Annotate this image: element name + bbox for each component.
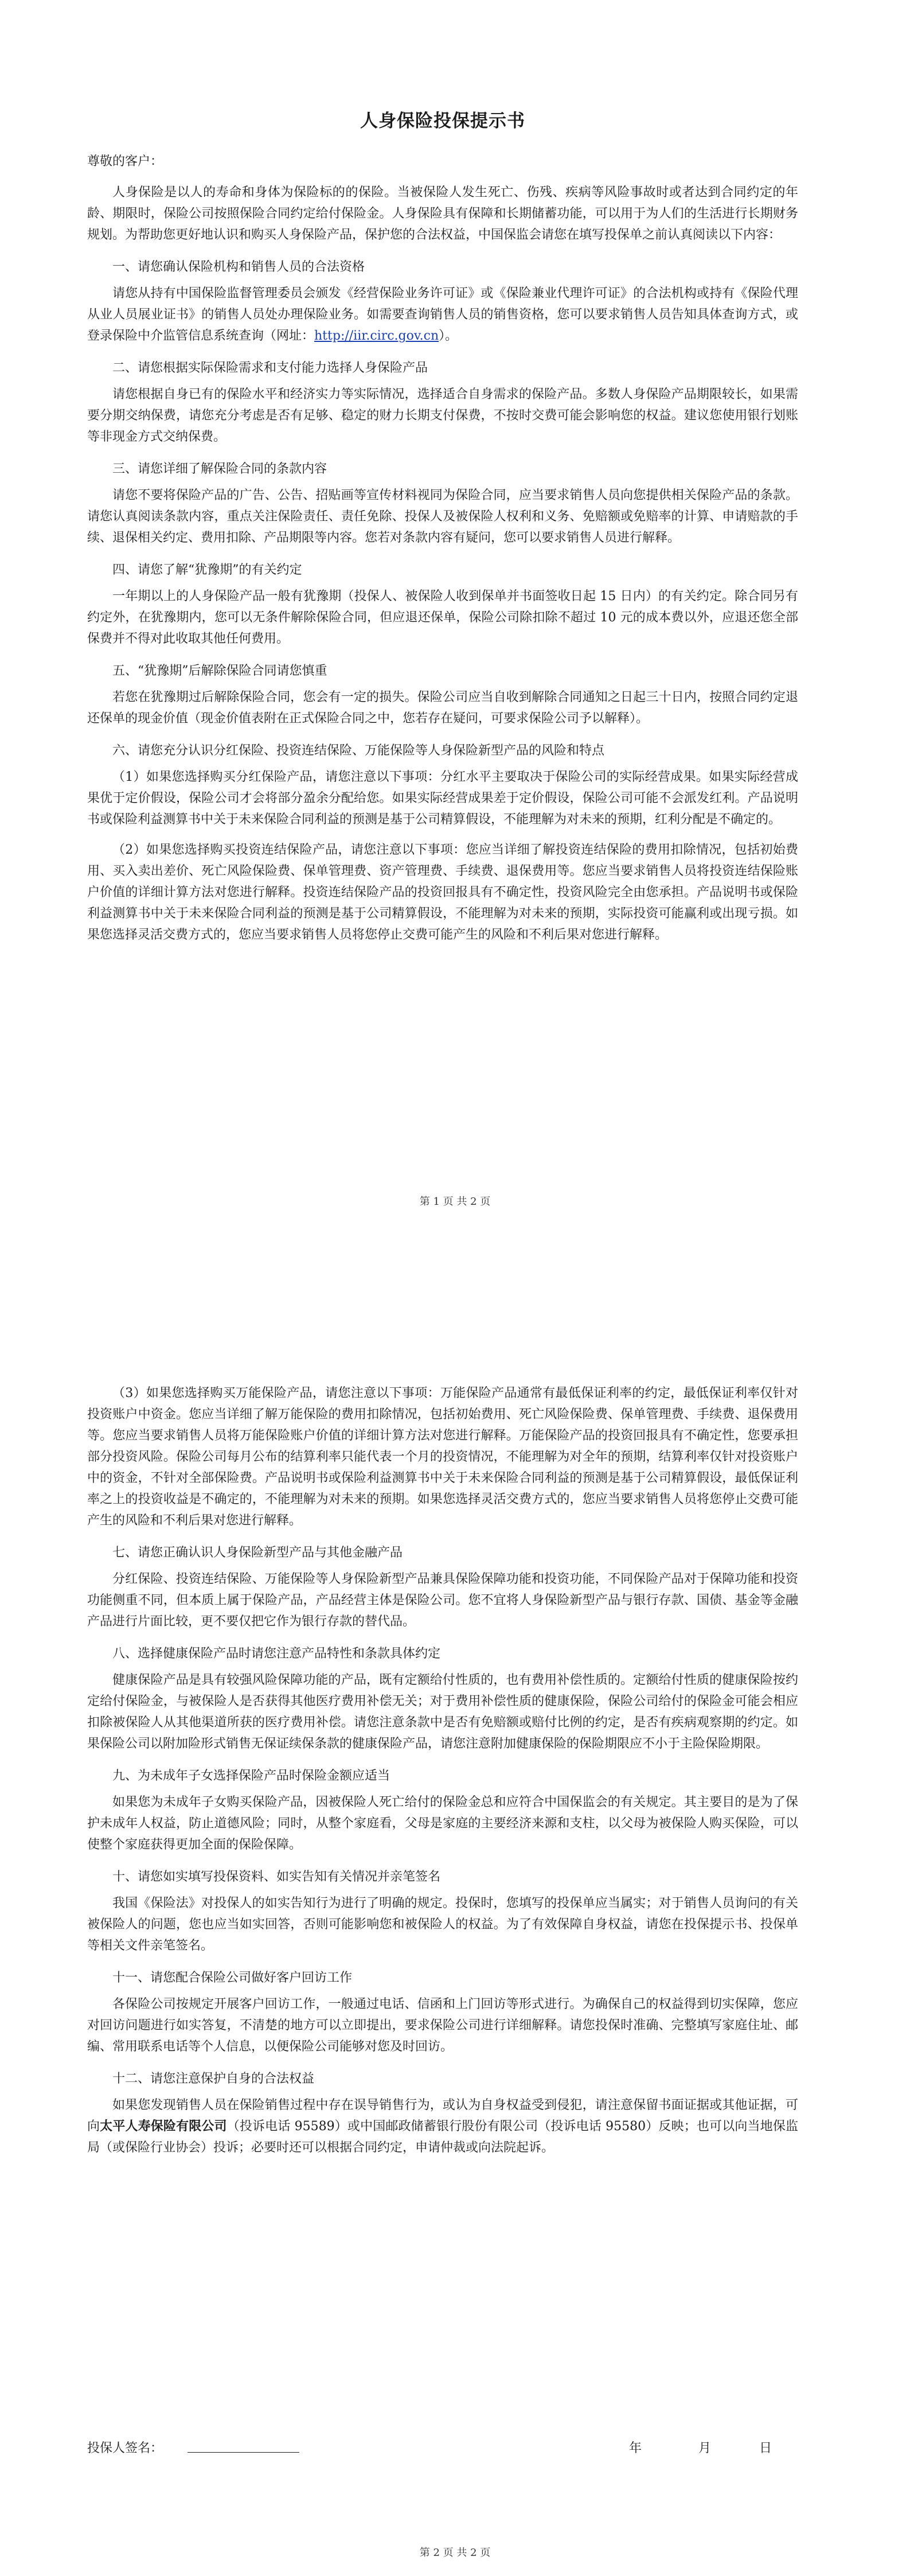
date-month-label: 月 — [698, 2441, 712, 2456]
section-2-heading: 二、请您根据实际保险需求和支付能力选择人身保险产品 — [112, 361, 428, 375]
section-4-heading: 四、请您了解“犹豫期”的有关约定 — [112, 563, 302, 577]
page-one-content — [87, 106, 798, 955]
section-5-body: 若您在犹豫期过后解除保险合同，您会有一定的损失。保险公司应当自收到解除合同通知之日起三十日内，按照合同约定退还保单的现金价值（现金价值表附在正式保险合同之中，您若存在疑问，可要求保险公司予以解释）。 — [87, 690, 798, 726]
section-6-investment-linked-paragraph: （2）如果您选择购买投资连结保险产品，请您注意以下事项：您应当详细了解投资连结保险的费用扣除情况，包括初始费用、买入卖出差价、死亡风险保险费、保单管理费、资产管理费、手续费、退保费用等。您应当要求销售人员将投资连结保险账户价值的详细计算方法对您进行解释。投资连结保险产品的投资回报具有不确定性，投资风险完全由您承担。产品说明书或保险利益测算书中关于未来保险合同利益的预测是基于公司精算假设，不能理解为对未来的预期，实际投资可能赢利或出现亏损。如果您选择灵活交费方式的，您应当要求销售人员将您停止交费可能产生的风险和不利后果对您进行解释。 — [87, 843, 798, 942]
section-3-heading: 三、请您详细了解保险合同的条款内容 — [112, 462, 327, 476]
date-day-label: 日 — [759, 2441, 772, 2456]
section-3-body: 请您不要将保险产品的广告、公告、招贴画等宣传材料视同为保险合同，应当要求销售人员向您提供相关保险产品的条款。请您认真阅读条款内容，重点关注保险责任、责任免除、投保人及被保险人权利和义务、免赔额或免赔率的计算、申请赔款的手续、退保相关约定、费用扣除、产品期限等内容。您若对条款内容有疑问，您可以要求销售人员进行解释。 — [87, 488, 798, 545]
section-8-body: 健康保险产品是具有较强风险保障功能的产品，既有定额给付性质的，也有费用补偿性质的。定额给付性质的健康保险按约定给付保险金，与被保险人是否获得其他医疗费用补偿无关；对于费用补偿性质的健康保险，保险公司给付的保险金可能会相应扣除被保险人从其他渠道所获的医疗费用补偿。请您注意条款中是否有免赔额或赔付比例的约定，是否有疾病观察期的约定。如果保险公司以附加险形式销售无保证续保条款的健康保险产品，请您注意附加健康保险的保险期限应不小于主险保险期限。 — [87, 1673, 798, 1751]
signature-line[interactable] — [188, 2452, 299, 2453]
insurer-name: 太平人寿保险有限公司 — [100, 2119, 227, 2134]
section-2-body: 请您根据自身已有的保险水平和经济实力等实际情况，选择适合自身需求的保险产品。多数人身保险产品期限较长，如果需要分期交纳保费，请您充分考虑是否有足够、稳定的财力长期支付保费，不按时交费可能会影响您的权益。建议您使用银行划账等非现金方式交纳保费。 — [87, 387, 798, 444]
section-10-body: 我国《保险法》对投保人的如实告知行为进行了明确的规定。投保时，您填写的投保单应当属实；对于销售人员询问的有关被保险人的问题，您也应当如实回答，否则可能影响您和被保险人的权益。为了有效保障自身权益，请您在投保提示书、投保单等相关文件亲笔签名。 — [87, 1896, 798, 1953]
section-1-body — [87, 283, 798, 347]
signature-label: 投保人签名： — [87, 2441, 163, 2456]
section-9-heading: 九、为未成年子女选择保险产品时保险金额应适当 — [112, 1769, 390, 1783]
regulator-website-link[interactable]: http://iir.circ.gov.cn — [314, 329, 439, 343]
section-8-heading: 八、选择健康保险产品时请您注意产品特性和条款具体约定 — [112, 1647, 441, 1661]
section-12-heading: 十二、请您注意保护自身的合法权益 — [112, 2072, 315, 2086]
intro-paragraph: 人身保险是以人的寿命和身体为保险标的的保险。当被保险人发生死亡、伤残、疾病等风险事故时或者达到合同约定的年龄、期限时，保险公司按照保险合同约定给付保险金。人身保险具有保障和长期储蓄功能，可以用于为人们的生活进行长期财务规划。为帮助您更好地认识和购买人身保险产品，保护您的合法权益，中国保监会请您在填写投保单之前认真阅读以下内容： — [87, 185, 798, 242]
section-10-heading: 十、请您如实填写投保资料、如实告知有关情况并亲笔签名 — [112, 1870, 441, 1884]
page-two-content — [87, 1383, 798, 2168]
page-two-footer: 第 2 页 共 2 页 — [419, 2547, 491, 2559]
page-one-footer: 第 1 页 共 2 页 — [419, 1196, 491, 1208]
section-6-heading: 六、请您充分认识分红保险、投资连结保险、万能保险等人身保险新型产品的风险和特点 — [112, 744, 605, 758]
section-5-heading: 五、“犹豫期”后解除保险合同请您慎重 — [112, 664, 327, 678]
section-1-heading: 一、请您确认保险机构和销售人员的合法资格 — [112, 260, 365, 274]
date-year-label: 年 — [629, 2441, 642, 2456]
section-11-body: 各保险公司按规定开展客户回访工作，一般通过电话、信函和上门回访等形式进行。为确保自己的权益得到切实保障，您应对回访问题进行如实答复，不清楚的地方可以立即提出，要求保险公司进行详细解释。请您投保时准确、完整填写家庭住址、邮编、常用联系电话等个人信息，以便保险公司能够对您及时回访。 — [87, 1997, 798, 2054]
section-1-text-end: ）。 — [439, 329, 458, 343]
section-12-text: 如果您发现销售人员在保险销售过程中存在误导销售行为，或认为自身权益受到侵犯，请注意保留书面证据或其他证据，可向 — [87, 2098, 798, 2134]
document-title: 人身保险投保提示书 — [360, 111, 525, 131]
page-one — [0, 0, 910, 1233]
section-4-body: 一年期以上的人身保险产品一般有犹豫期（投保人、被保险人收到保单并书面签收日起 15 日内）的有关约定。除合同另有约定外，在犹豫期内，您可以无条件解除保险合同，但应退还保单，保险公司除扣除不超过 10 元的成本费以外，应退还您全部保费并不得对此收取其他任何费用。 — [87, 589, 798, 646]
greeting: 尊敬的客户： — [87, 154, 163, 169]
section-6-participating-paragraph: （1）如果您选择购买分红保险产品，请您注意以下事项：分红水平主要取决于保险公司的实际经营成果。如果实际经营成果优于定价假设，保险公司才会将部分盈余分配给您。如果实际经营成果差于定价假设，保险公司可能不会派发红利。产品说明书或保险利益测算书中关于未来保险合同利益的预测是基于公司精算假设，不能理解为对未来的预期，红利分配是不确定的。 — [87, 770, 798, 827]
section-6-universal-paragraph: （3）如果您选择购买万能保险产品，请您注意以下事项：万能保险产品通常有最低保证利率的约定，最低保证利率仅针对投资账户中资金。您应当详细了解万能保险的费用扣除情况，包括初始费用、死亡风险保险费、保单管理费、手续费、退保费用等。您应当要求销售人员将万能保险账户价值的详细计算方法对您进行解释。万能保险产品的投资回报具有不确定性，您要承担部分投资风险。保险公司每月公布的结算利率只能代表一个月的投资情况，不能理解为对全年的预期，结算利率仅针对投资账户中的资金，不针对全部保险费。产品说明书或保险利益测算书中关于未来保险合同利益的预测是基于公司精算假设，最低保证利率之上的投资收益是不确定的，不能理解为对未来的预期。如果您选择灵活交费方式的，您应当要求销售人员将您停止交费可能产生的风险和不利后果对您进行解释。 — [87, 1386, 798, 1528]
section-1-text: 请您从持有中国保险监督管理委员会颁发《经营保险业务许可证》或《保险兼业代理许可证》的合法机构或持有《保险代理从业人员展业证书》的销售人员处办理保险业务。如需要查询销售人员的销售资格，您可以要求销售人员告知具体查询方式，或登录保险中介监管信息系统查询（网址： — [87, 286, 798, 343]
section-9-body: 如果您为未成年子女购买保险产品，因被保险人死亡给付的保险金总和应符合中国保监会的有关规定。其主要目的是为了保护未成年人权益，防止道德风险；同时，从整个家庭看，父母是家庭的主要经济来源和支柱，以父母为被保险人购买保险，可以使整个家庭获得更加全面的保险保障。 — [87, 1795, 798, 1852]
section-12-text-end: （投诉电话 95589）或中国邮政储蓄银行股份有限公司（投诉电话 95580）反映；也可以向当地保监局（或保险行业协会）投诉；必要时还可以根据合同约定，申请仲裁或向法院起诉。 — [87, 2119, 798, 2155]
page-two — [0, 1297, 910, 2576]
section-7-heading: 七、请您正确认识人身保险新型产品与其他金融产品 — [112, 1546, 403, 1560]
section-11-heading: 十一、请您配合保险公司做好客户回访工作 — [112, 1971, 353, 1985]
section-12-body — [87, 2095, 798, 2158]
section-7-body: 分红保险、投资连结保险、万能保险等人身保险新型产品兼具保险保障功能和投资功能，不同保险产品对于保障功能和投资功能侧重不同，但本质上属于保险产品，产品经营主体是保险公司。您不宜将人身保险新型产品与银行存款、国债、基金等金融产品进行片面比较，更不要仅把它作为银行存款的替代品。 — [87, 1572, 798, 1629]
